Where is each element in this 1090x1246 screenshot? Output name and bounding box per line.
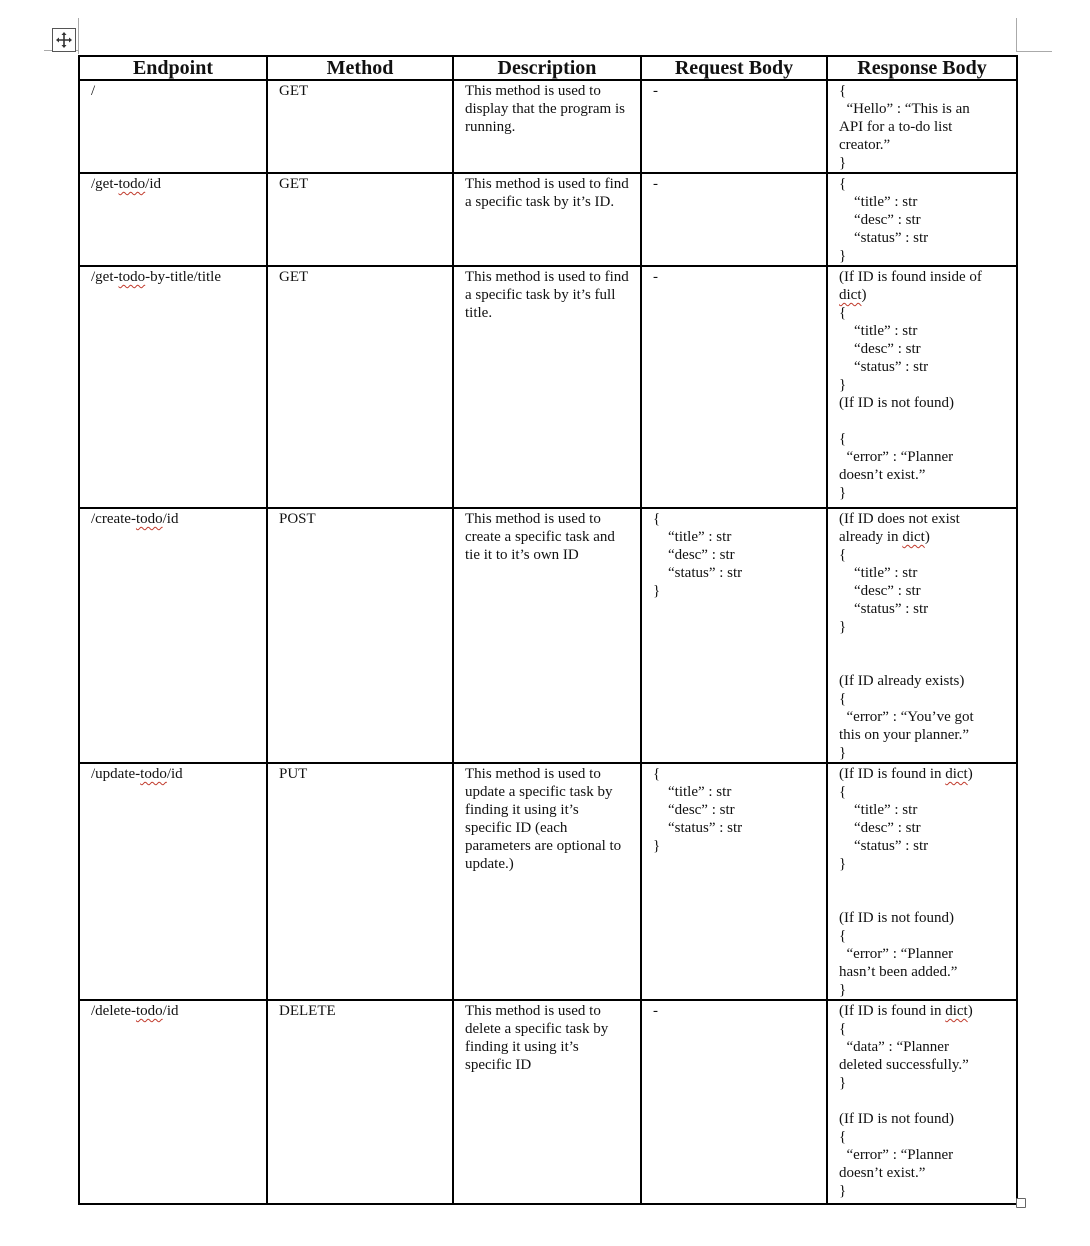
response-body-cell	[827, 266, 1017, 508]
response-body-line: “title” : str	[839, 194, 918, 210]
response-body-line: “error” : “Planner	[839, 946, 954, 962]
response-body-line: “error” : “Planner	[839, 449, 954, 465]
endpoint-cell: /	[79, 80, 267, 173]
response-body-line: “title” : str	[839, 323, 918, 339]
header-response-body: Response Body	[827, 56, 1017, 80]
response-body-line: “error” : “Planner	[839, 1147, 954, 1163]
response-body-line: already in dict)	[839, 529, 930, 545]
header-endpoint: Endpoint	[79, 56, 267, 80]
response-body-line: “desc” : str	[839, 341, 921, 357]
method-cell: DELETE	[267, 1000, 453, 1204]
response-body-line: (If ID is found inside of	[839, 269, 982, 285]
response-body-line: (If ID is not found)	[839, 395, 954, 411]
response-body-cell	[827, 508, 1017, 763]
request-body-line: }	[653, 838, 661, 854]
request-body-cell	[641, 763, 827, 1000]
header-request-body: Request Body	[641, 56, 827, 80]
response-body-line: (If ID is found in dict)	[839, 1003, 973, 1019]
response-body-line: }	[839, 619, 847, 635]
response-body-line: }	[839, 155, 847, 171]
response-body-line	[839, 654, 1005, 672]
request-body-line: {	[653, 766, 661, 782]
table-row	[79, 1000, 1017, 1204]
description-cell: This method is used to find a specific task by it’s ID.	[453, 173, 641, 266]
method-cell: POST	[267, 508, 453, 763]
request-body-cell	[641, 266, 827, 508]
header-method: Method	[267, 56, 453, 80]
table-corner-guide	[78, 18, 79, 54]
response-body-line: {	[839, 305, 847, 321]
response-body-line: API for a to-do list	[839, 119, 953, 135]
response-body-line: “desc” : str	[839, 820, 921, 836]
method-cell: GET	[267, 80, 453, 173]
api-endpoints-table	[78, 55, 1018, 1205]
response-body-line	[839, 412, 1005, 430]
request-body-line: -	[653, 1003, 658, 1019]
table-header-row	[79, 56, 1017, 80]
table-row	[79, 80, 1017, 173]
description-cell: This method is used to update a specific task by finding it using it’s specific ID (each parameters are optional to update.)	[453, 763, 641, 1000]
request-body-line: }	[653, 583, 661, 599]
response-body-line: {	[839, 176, 847, 192]
response-body-line: }	[839, 982, 847, 998]
response-body-line: }	[839, 856, 847, 872]
endpoint-cell: /get-todo/id	[79, 173, 267, 266]
request-body-cell	[641, 80, 827, 173]
response-body-cell	[827, 173, 1017, 266]
method-cell: PUT	[267, 763, 453, 1000]
response-body-line: (If ID already exists)	[839, 673, 965, 689]
response-body-line: hasn’t been added.”	[839, 964, 958, 980]
response-body-line: }	[839, 1075, 847, 1091]
response-body-line: “title” : str	[839, 802, 918, 818]
endpoint-cell: /get-todo-by-title/title	[79, 266, 267, 508]
response-body-line: “status” : str	[839, 838, 929, 854]
table-row	[79, 763, 1017, 1000]
response-body-line: deleted successfully.”	[839, 1057, 969, 1073]
response-body-line: “data” : “Planner	[839, 1039, 949, 1055]
endpoint-cell: /update-todo/id	[79, 763, 267, 1000]
response-body-line: {	[839, 784, 847, 800]
description-cell: This method is used to delete a specific task by finding it using it’s specific ID	[453, 1000, 641, 1204]
resize-square-icon[interactable]	[1016, 1198, 1026, 1208]
description-cell: This method is used to create a specific task and tie it to it’s own ID	[453, 508, 641, 763]
request-body-line: -	[653, 83, 658, 99]
response-body-line: (If ID is found in dict)	[839, 766, 973, 782]
endpoint-cell: /delete-todo/id	[79, 1000, 267, 1204]
response-body-line: “status” : str	[839, 359, 929, 375]
response-body-line: doesn’t exist.”	[839, 467, 926, 483]
response-body-line	[839, 891, 1005, 909]
request-body-line: “status” : str	[653, 565, 743, 581]
response-body-line	[839, 1092, 1005, 1110]
response-body-line: “status” : str	[839, 230, 929, 246]
table-corner-guide	[1016, 18, 1017, 52]
header-description: Description	[453, 56, 641, 80]
table-row	[79, 266, 1017, 508]
response-body-line: {	[839, 431, 847, 447]
table-row	[79, 508, 1017, 763]
response-body-line: }	[839, 485, 847, 501]
response-body-line	[839, 873, 1005, 891]
response-body-line: “desc” : str	[839, 583, 921, 599]
move-arrows-icon[interactable]	[52, 28, 76, 52]
response-body-line: {	[839, 83, 847, 99]
response-body-line: dict)	[839, 287, 867, 303]
request-body-cell	[641, 1000, 827, 1204]
response-body-line: (If ID is not found)	[839, 910, 954, 926]
response-body-line: }	[839, 248, 847, 264]
description-cell: This method is used to display that the program is running.	[453, 80, 641, 173]
request-body-line: “desc” : str	[653, 547, 735, 563]
response-body-line: {	[839, 691, 847, 707]
response-body-line: (If ID is not found)	[839, 1111, 954, 1127]
response-body-line: }	[839, 1183, 847, 1199]
request-body-line: -	[653, 176, 658, 192]
response-body-line: “Hello” : “This is an	[839, 101, 970, 117]
response-body-line: {	[839, 928, 847, 944]
response-body-line: (If ID does not exist	[839, 511, 960, 527]
response-body-line: “desc” : str	[839, 212, 921, 228]
request-body-line: {	[653, 511, 661, 527]
response-body-cell	[827, 80, 1017, 173]
request-body-line: -	[653, 269, 658, 285]
response-body-line: }	[839, 377, 847, 393]
response-body-line: “title” : str	[839, 565, 918, 581]
response-body-line: this on your planner.”	[839, 727, 969, 743]
request-body-line: “title” : str	[653, 784, 732, 800]
request-body-line: “title” : str	[653, 529, 732, 545]
table-row	[79, 173, 1017, 266]
response-body-line: }	[839, 745, 847, 761]
description-cell: This method is used to find a specific task by it’s full title.	[453, 266, 641, 508]
response-body-line: {	[839, 1021, 847, 1037]
response-body-line: “error” : “You’ve got	[839, 709, 974, 725]
response-body-line: “status” : str	[839, 601, 929, 617]
request-body-line: “status” : str	[653, 820, 743, 836]
table-corner-guide	[1016, 51, 1052, 52]
method-cell: GET	[267, 173, 453, 266]
response-body-line: creator.”	[839, 137, 891, 153]
request-body-line: “desc” : str	[653, 802, 735, 818]
response-body-line: {	[839, 547, 847, 563]
response-body-line	[839, 636, 1005, 654]
response-body-line: doesn’t exist.”	[839, 1165, 926, 1181]
response-body-cell	[827, 1000, 1017, 1204]
response-body-line: {	[839, 1129, 847, 1145]
method-cell: GET	[267, 266, 453, 508]
endpoint-cell: /create-todo/id	[79, 508, 267, 763]
response-body-cell	[827, 763, 1017, 1000]
request-body-cell	[641, 173, 827, 266]
request-body-cell	[641, 508, 827, 763]
